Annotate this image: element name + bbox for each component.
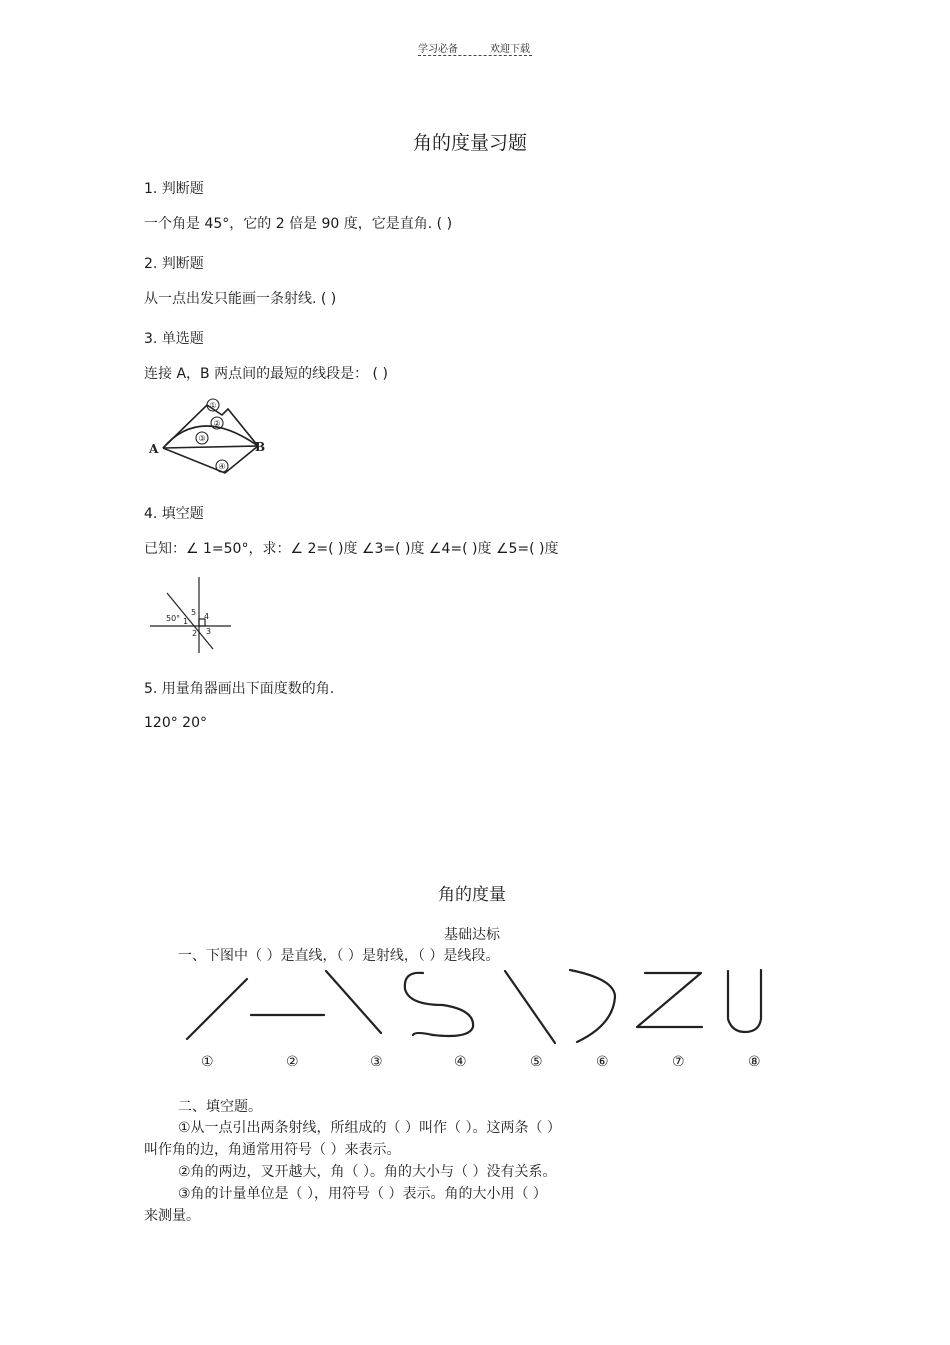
point-a-label: A [149,442,159,456]
header-left-text: 学习必备 [418,44,458,55]
question-3-heading: 3. 单选题 [144,331,204,347]
question-5-text: 120° 20° [144,715,207,731]
path-mark-4: ④ [218,462,226,471]
figure-number-7: ⑦ [672,1054,685,1070]
question-2-text: 从一点出发只能画一条射线. ( ) [144,291,337,307]
figure-number-1: ① [201,1054,214,1070]
angle-3-label: 3 [206,627,212,636]
question-2-heading: 2. 判断题 [144,256,204,272]
question-3-text: 连接 A，B 两点间的最短的线段是： ( ) [144,366,388,382]
angle-5-label: 5 [191,608,197,617]
angle-4-label: 4 [204,612,210,621]
section-question-1: 一、下图中（ ）是直线，（ ）是射线，（ ）是线段。 [178,948,500,964]
question-5-heading: 5. 用量角器画出下面度数的角. [144,681,335,697]
figure-number-2: ② [286,1054,299,1070]
figure-number-8: ⑧ [748,1054,761,1070]
fill-blank-line-2: 叫作角的边，角通常用符号（ ）来表示。 [144,1142,401,1158]
line-figures-row [175,965,775,1045]
fill-blank-heading: 二、填空题。 [178,1099,262,1115]
fill-blank-line-5: 来测量。 [144,1208,200,1224]
figure-number-5: ⑤ [530,1054,543,1070]
figure-number-3: ③ [370,1054,383,1070]
figure-number-4: ④ [454,1054,467,1070]
section-subtitle: 基础达标 [444,927,500,943]
header-divider [418,55,532,56]
path-mark-2: ② [213,419,221,428]
angle-50-label: 50° [166,614,181,623]
path-mark-1: ① [209,401,217,410]
ab-paths-figure [145,395,275,480]
intersecting-lines-figure [145,575,240,655]
figure-number-6: ⑥ [596,1054,609,1070]
page-title: 角的度量习题 [412,132,527,154]
question-1-text: 一个角是 45°，它的 2 倍是 90 度，它是直角. ( ) [144,216,453,232]
fill-blank-line-4: ③角的计量单位是（ ），用符号（ ）表示。角的大小用（ ） [178,1186,547,1202]
angle-2-label: 2 [192,629,198,638]
question-1-heading: 1. 判断题 [144,181,204,197]
point-b-label: B [255,440,266,454]
section-title: 角的度量 [438,885,506,905]
fill-blank-line-1: ①从一点引出两条射线，所组成的（ ）叫作（ ）。这两条（ ） [178,1120,561,1136]
fill-blank-line-3: ②角的两边，叉开越大，角（ ）。角的大小与（ ）没有关系。 [178,1164,557,1180]
question-4-heading: 4. 填空题 [144,506,204,522]
path-mark-3: ③ [198,434,206,443]
question-4-text: 已知：∠ 1=50°，求：∠ 2=( )度 ∠3=( )度 ∠4=( )度 ∠5=( )度 [144,541,559,557]
angle-1-label: 1 [183,617,189,626]
header-right-text: 欢迎下载 [490,44,530,55]
